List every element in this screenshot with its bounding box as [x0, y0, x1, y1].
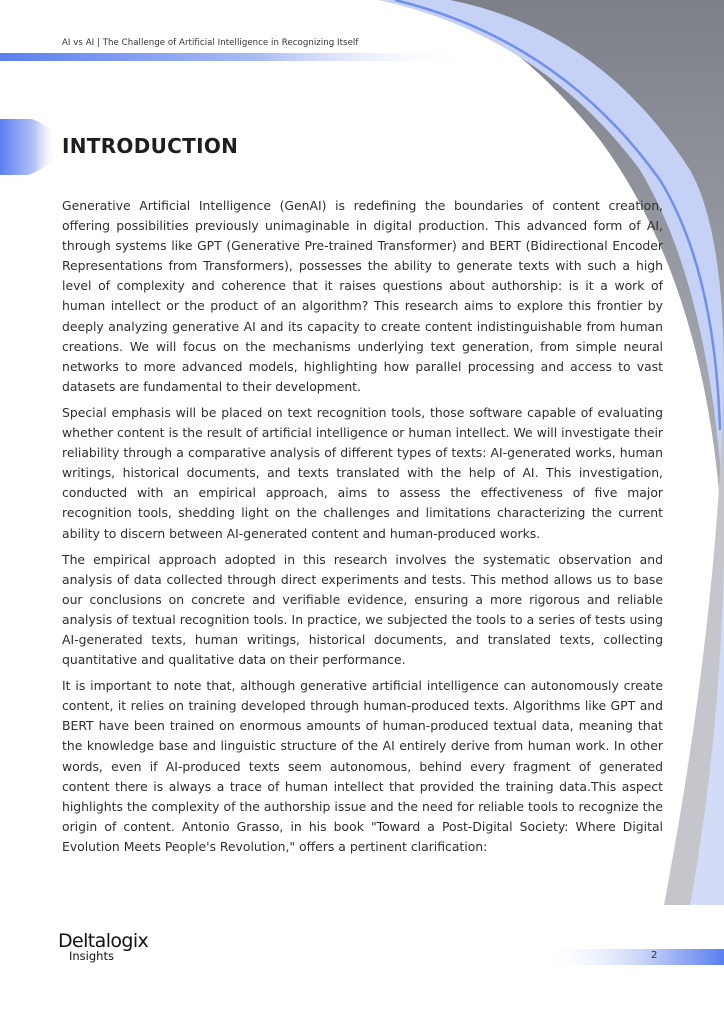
page-number: 2: [651, 950, 658, 961]
footer-bar: [540, 949, 724, 965]
deltalogix-logo: [58, 930, 148, 963]
paragraph-4: It is important to note that, although generative artificial intelligence can autonomously create content, it relies on training developed through human-produced texts. Algorithms like GPT and BERT have been trained on enormous amounts of human-produced textual data, meaning that the knowledge base and linguistic structure of the AI entirely derive from human work. In other words, even if AI-produced texts seem autonomous, behind every fragment of generated content there is always a trace of human intellect that provided the training data.This aspect highlights the complexity of the authorship issue and the need for reliable tools to recognize the origin of content. Antonio Grasso, in his book "Toward a Post-Digital Society: Where Digital Evolution Meets People's Revolution," offers a pertinent clarification:: [62, 678, 663, 854]
logo-wordmark: Deltalogix: [58, 930, 149, 952]
section-title: INTRODUCTION: [62, 134, 239, 158]
paragraph-1: Generative Artificial Intelligence (GenAI) is redefining the boundaries of content creation, offering possibilities previously unimaginable in digital production. This advanced form of AI, through systems like GPT (Generative Pre-trained Transformer) and BERT (Bidirectional Encoder Representations from Transformers), possesses the ability to generate texts with such a high level of complexity and coherence that it raises questions about authorship: is it a work of human intellect or the product of an algorithm? This research aims to explore this frontier by deeply analyzing generative AI and its capacity to create content indistinguishable from human creations. We will focus on the mechanisms underlying text generation, from simple neural networks to more advanced models, highlighting how parallel processing and access to vast datasets are fundamental to their development.: [62, 198, 663, 394]
paragraph-3: The empirical approach adopted in this research involves the systematic observation and analysis of data collected through direct experiments and tests. This method allows us to base our conclusions on concrete and verifiable evidence, ensuring a more rigorous and reliable analysis of textual recognition tools. In practice, we subjected the tools to a series of tests using AI-generated texts, human writings, historical documents, and translated texts, collecting quantitative and qualitative data on their performance.: [62, 551, 663, 668]
running-header-title: AI vs AI | The Challenge of Artificial Intelligence in Recognizing Itself: [62, 38, 359, 48]
header-bar: [0, 53, 470, 61]
body-text: [62, 196, 663, 863]
title-accent: [0, 119, 58, 175]
paragraph-2: Special emphasis will be placed on text recognition tools, those software capable of evaluating whether content is the result of artificial intelligence or human intellect. We will investigate their reliability through a comparative analysis of different types of texts: AI-generated works, human writings, historical documents, and texts translated with the help of AI. This investigation, conducted with an empirical approach, aims to assess the effectiveness of five major recognition tools, shedding light on the challenges and limitations characterizing the current ability to discern between AI-generated content and human-produced works.: [62, 404, 663, 541]
logo-subtitle: Insights: [69, 949, 114, 963]
